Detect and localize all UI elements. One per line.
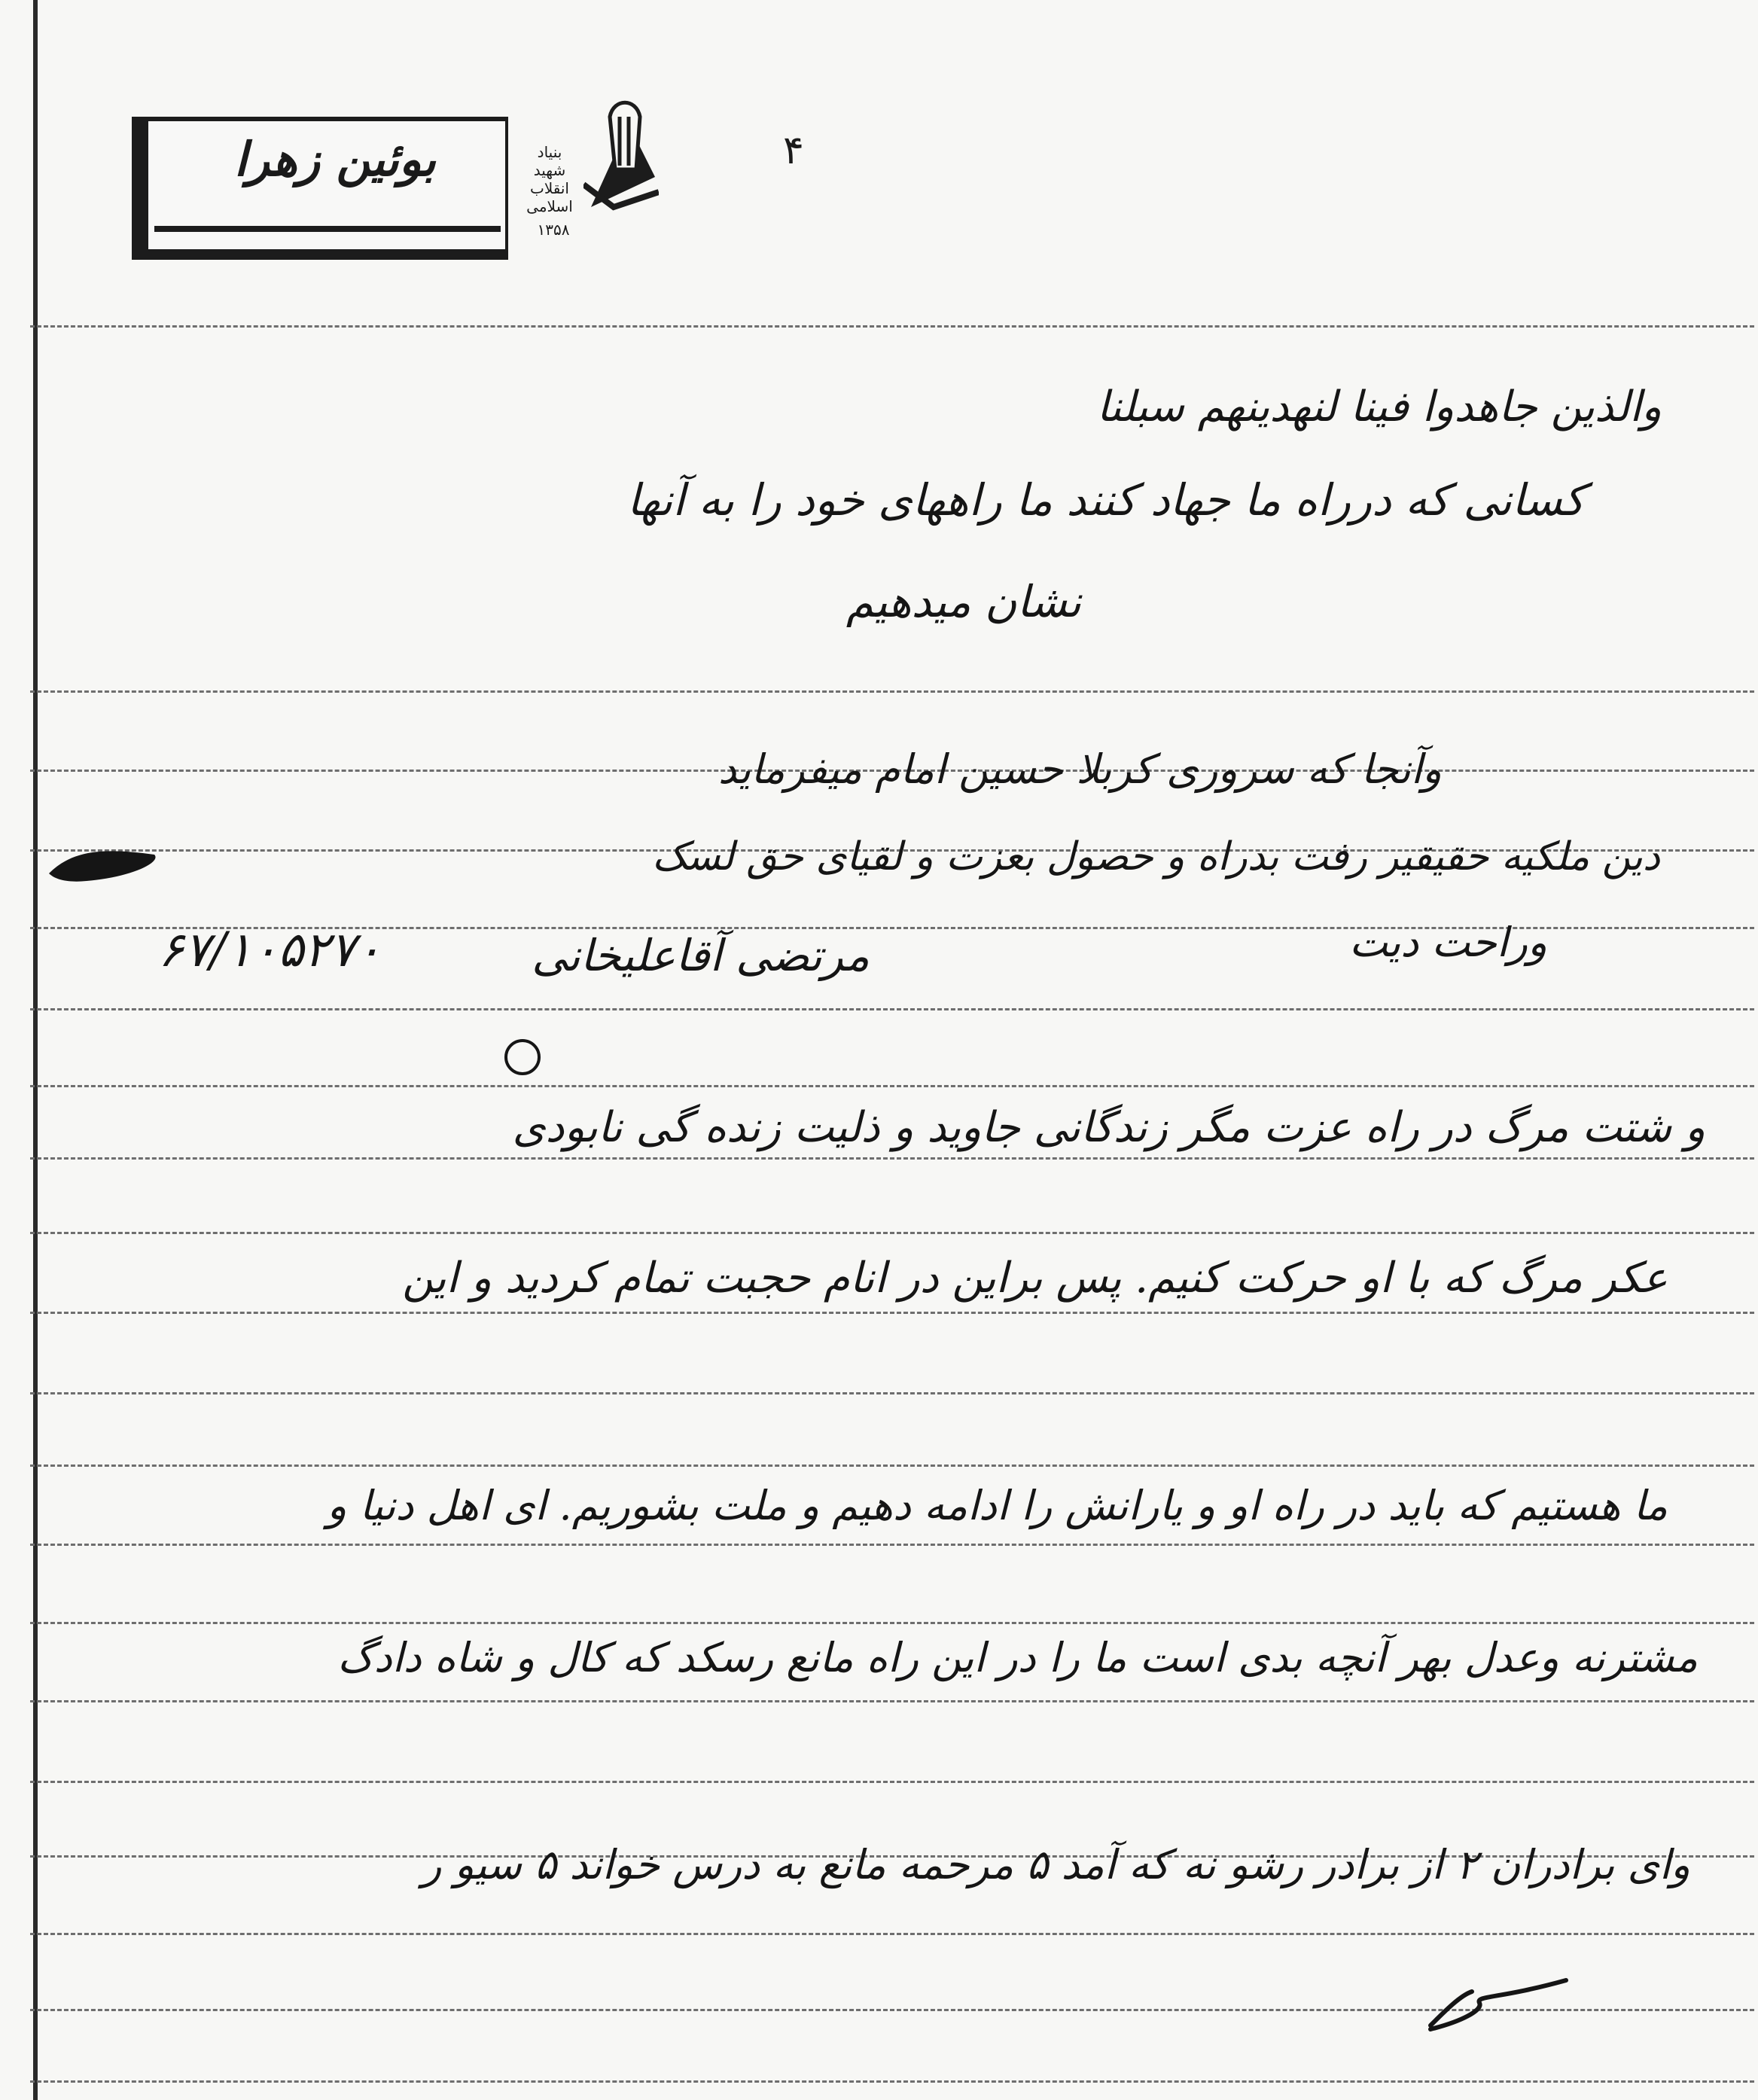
signature-scribble [1415,1958,1581,2041]
ruled-line [30,1312,1754,1314]
ruled-line [30,1781,1754,1783]
ruled-line [30,1700,1754,1702]
verse-translation-continued: نشان میدهیم [845,576,1082,627]
ruled-line [30,1232,1754,1234]
letter-line: وای برادران ۲ از برادر رشو نه که آمد ۵ مرحمه مانع به درس خواند ۵ سیو ر [422,1841,1690,1888]
page-number: ۴ [783,128,804,173]
ruled-line [30,2080,1754,2083]
ruled-line [30,1392,1754,1394]
quranic-verse: والذین جاهدوا فینا لنهدینهم سبلنا [1096,383,1662,431]
ruled-line [30,690,1754,693]
letter-line: و شتت مرگ در راه عزت مگر زندگانی جاوید و ذلیت زنده گی نابودی [512,1103,1705,1152]
ruled-line [30,1933,1754,1935]
ruled-line [30,325,1754,328]
ruled-line [30,1085,1754,1087]
quote-text: دین ملکیه حقیقیر رفت بدراه و حصول بعزت و لقیای حق لسک [652,834,1660,879]
stamp-org-line: انقلاب اسلامی [526,179,573,215]
stamp-org-line: بنیاد [537,143,562,161]
ink-blot [41,843,169,888]
letter-line: مشترنه وعدل بهر آنچه بدی است ما را در این راه مانع رسکد که کال و شاه دادگ [337,1634,1698,1681]
quote-intro: وآنجا که سروری کربلا حسین امام میفرماید [718,745,1442,793]
signature-name: مرتضی آقاعلیخانی [532,930,870,981]
stamp-title: بوئین زهرا [233,132,437,187]
ruled-line [30,1622,1754,1624]
quote-text-end: وراحت دیت [1349,919,1547,966]
verse-translation: کسانی که درراه ما جهاد کنند ما راههای خود را به آنها [626,474,1585,526]
institution-stamp [124,94,644,267]
tulip-emblem-icon [583,94,659,215]
letter-line: عکر مرگ که با او حرکت کنیم. پس براین در انام حجبت تمام کردید و این [402,1254,1668,1303]
stamp-underline [154,226,501,232]
stamp-year: ۱۳۵۸ [537,221,570,239]
stamp-org-line: شهید [533,161,566,179]
serial-number: ۶۷/۱۰۵۲۷۰ [158,922,382,978]
letter-line: ما هستیم که باید در راه او و یارانش را ادامه دهیم و ملت بشوریم. ای اهل دنیا و [327,1482,1668,1529]
circled-mark [504,1039,541,1075]
margin-line [33,0,38,2100]
ruled-line [30,1008,1754,1010]
stamp-organization [512,143,587,215]
ruled-line [30,1544,1754,1546]
ruled-line [30,1157,1754,1160]
ruled-line [30,1465,1754,1467]
